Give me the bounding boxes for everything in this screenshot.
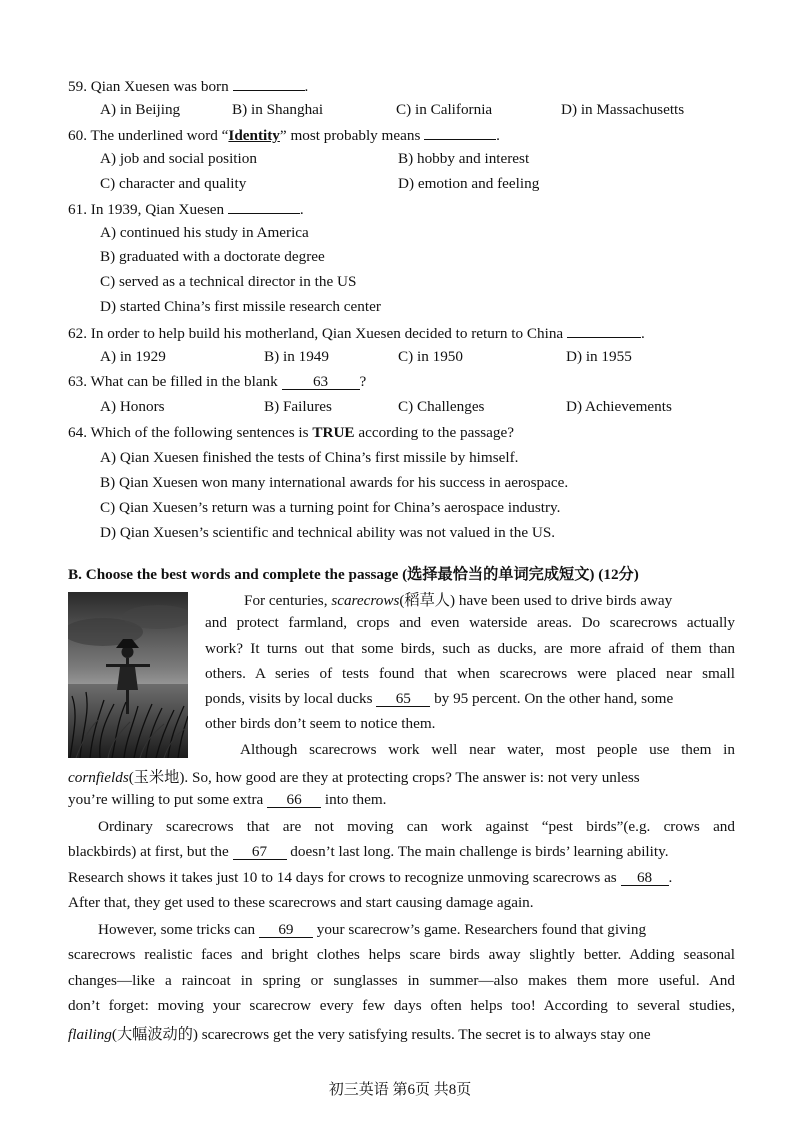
answer-blank — [233, 76, 305, 91]
option-60-d: D) emotion and feeling — [398, 175, 540, 192]
scarecrow-illustration — [68, 592, 188, 758]
passage-line-14: However, some tricks can 69 your scarecrow’s game. Researchers found that giving — [98, 921, 647, 938]
option-61-c: C) served as a technical director in the US — [100, 273, 357, 290]
option-64-d: D) Qian Xuesen’s scientific and technical ability was not valued in the US. — [100, 524, 556, 541]
passage-line-8: cornfields(玉米地). So, how good are they at protecting crops? The answer is: not very unless — [68, 769, 640, 786]
blank-66: 66 — [267, 792, 321, 808]
passage-line-16: changes—like a raincoat in spring or sunglasses in summer—also makes them more useful. And — [68, 972, 735, 989]
passage-line-3: work? It turns out that some birds, such as ducks, are more afraid of them than — [205, 640, 735, 657]
question-64-stem: 64. Which of the following sentences is TRUE according to the passage? — [68, 424, 514, 441]
page-footer: 初三英语 第6页 共8页 — [328, 1082, 472, 1098]
passage-line-5: ponds, visits by local ducks 65 by 95 percent. On the other hand, some — [205, 690, 674, 707]
answer-blank — [567, 323, 641, 338]
question-59-stem: 59. Qian Xuesen was born . — [68, 78, 309, 95]
passage-line-2: and protect farmland, crops and even waterside areas. Do scarecrows actually — [205, 614, 735, 631]
question-60-stem: 60. The underlined word “Identity” most probably means . — [68, 127, 500, 144]
question-63-stem: 63. What can be filled in the blank 63 ? — [68, 373, 367, 390]
passage-line-1: For centuries, scarecrows(稻草人) have been used to drive birds away — [244, 592, 673, 609]
option-60-c: C) character and quality — [100, 175, 247, 192]
option-64-c: C) Qian Xuesen’s return was a turning point for China’s aerospace industry. — [100, 499, 561, 516]
option-60-b: B) hobby and interest — [398, 150, 530, 167]
blank-63: 63 — [282, 374, 360, 390]
answer-blank — [424, 125, 496, 140]
option-63-c: C) Challenges — [398, 398, 485, 415]
option-63-a: A) Honors — [100, 398, 165, 415]
option-64-a: A) Qian Xuesen finished the tests of China’s first missile by himself. — [100, 449, 519, 466]
option-62-d: D) in 1955 — [566, 348, 632, 365]
option-62-c: C) in 1950 — [398, 348, 463, 365]
question-61-stem: 61. In 1939, Qian Xuesen . — [68, 201, 304, 218]
answer-blank — [228, 199, 300, 214]
option-61-b: B) graduated with a doctorate degree — [100, 248, 325, 265]
passage-line-13: After that, they get used to these scarecrows and start causing damage again. — [68, 894, 534, 911]
underlined-word: Identity — [228, 127, 280, 144]
section-b-heading: B. Choose the best words and complete the passage (选择最恰当的单词完成短文) (12分) — [68, 566, 639, 583]
passage-line-18: flailing(大幅波动的) scarecrows get the very satisfying results. The secret is to always stay one — [68, 1026, 651, 1043]
passage-line-9: you’re willing to put some extra 66 into them. — [68, 791, 387, 808]
passage-line-11: blackbirds) at first, but the 67 doesn’t last long. The main challenge is birds’ learning ability. — [68, 843, 669, 860]
passage-line-7: Although scarecrows work well near water, most people use them in — [240, 741, 735, 758]
blank-68: 68 — [621, 870, 669, 886]
blank-67: 67 — [233, 844, 287, 860]
option-59-b: B) in Shanghai — [232, 101, 324, 118]
option-64-b: B) Qian Xuesen won many international awards for his success in aerospace. — [100, 474, 569, 491]
passage-line-15: scarecrows realistic faces and bright clothes helps scare birds away slightly better. Adding seasonal — [68, 946, 735, 963]
option-59-c: C) in California — [396, 101, 493, 118]
option-61-d: D) started China’s first missile research center — [100, 298, 381, 315]
option-59-a: A) in Beijing — [100, 101, 181, 118]
option-62-a: A) in 1929 — [100, 348, 166, 365]
option-59-d: D) in Massachusetts — [561, 101, 685, 118]
passage-line-17: don’t forget: moving your scarecrow every few days often helps too! According to several studies, — [68, 997, 735, 1014]
option-60-a: A) job and social position — [100, 150, 257, 167]
option-61-a: A) continued his study in America — [100, 224, 309, 241]
option-63-b: B) Failures — [264, 398, 332, 415]
passage-line-10: Ordinary scarecrows that are not moving can work against “pest birds”(e.g. crows and — [98, 818, 735, 835]
passage-line-4: others. A series of tests found that when scarecrows were placed near small — [205, 665, 735, 682]
passage-line-6: other birds don’t seem to notice them. — [205, 715, 436, 732]
blank-69: 69 — [259, 922, 313, 938]
question-62-stem: 62. In order to help build his motherland, Qian Xuesen decided to return to China . — [68, 325, 645, 342]
blank-65: 65 — [376, 691, 430, 707]
option-62-b: B) in 1949 — [264, 348, 329, 365]
passage-line-12: Research shows it takes just 10 to 14 days for crows to recognize unmoving scarecrows as 68 . — [68, 869, 673, 886]
option-63-d: D) Achievements — [566, 398, 672, 415]
